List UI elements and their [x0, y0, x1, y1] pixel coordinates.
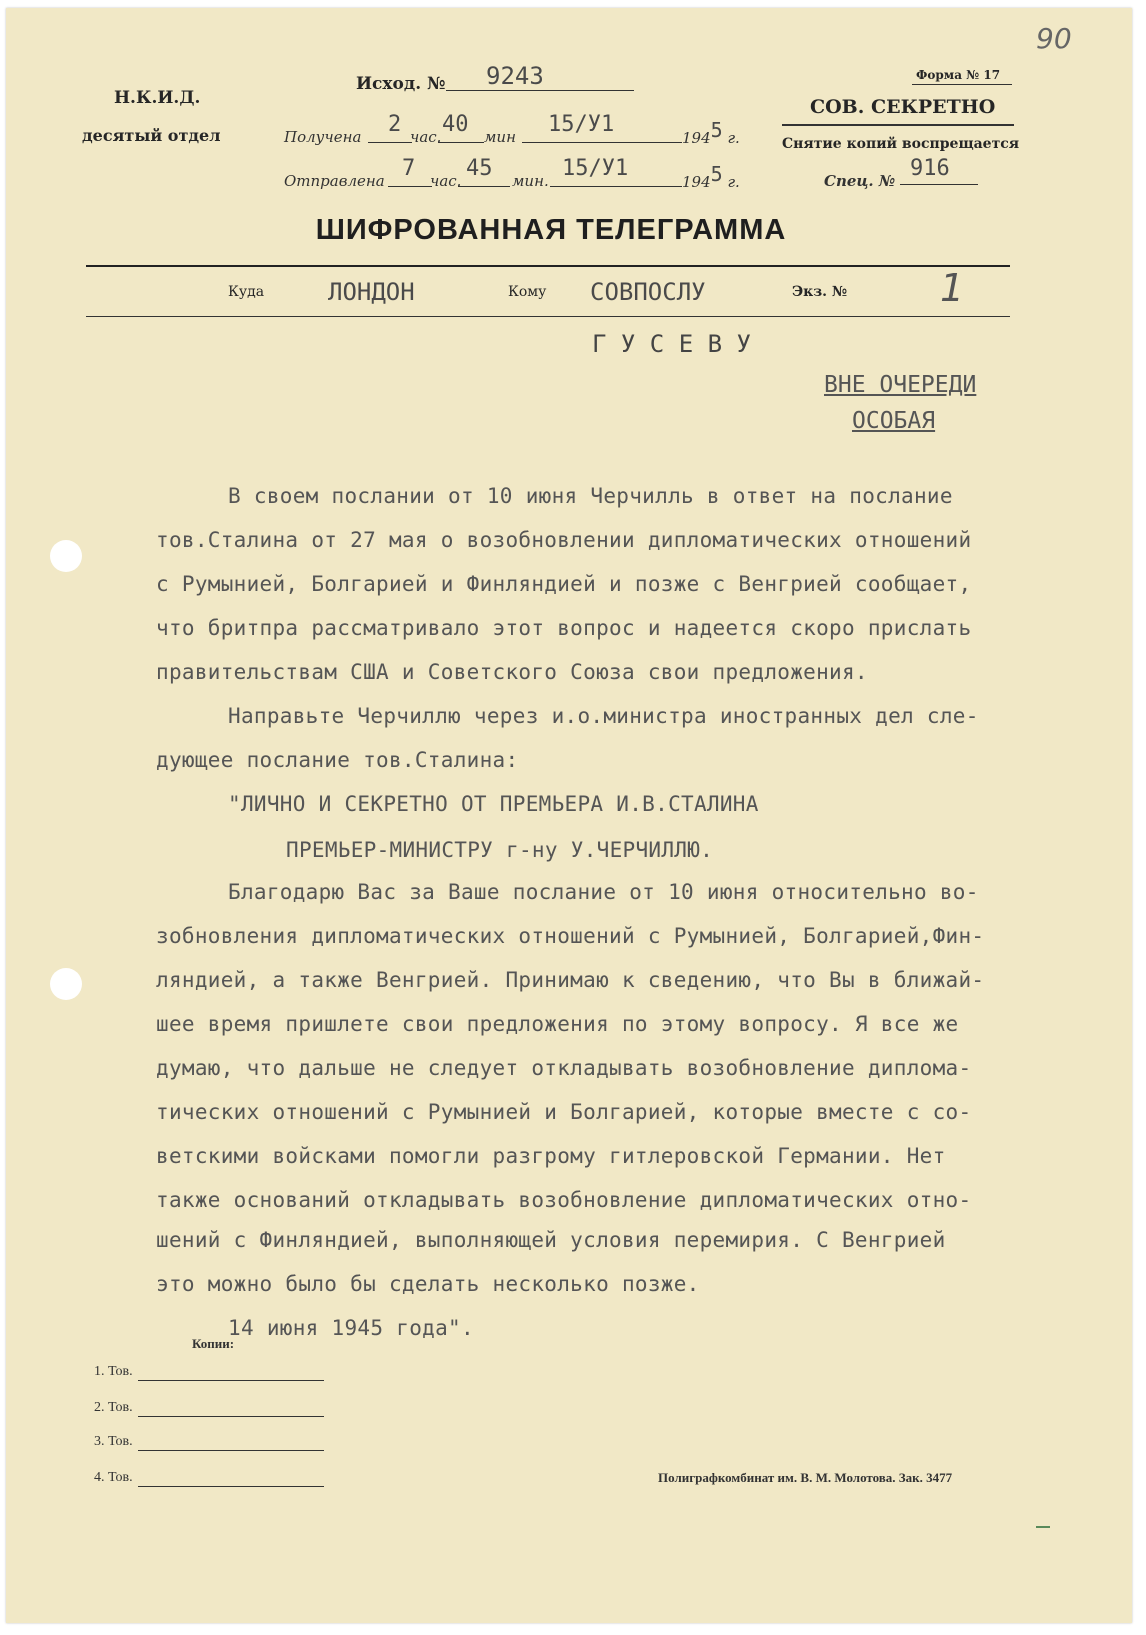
org-name: Н.К.И.Д. — [114, 88, 201, 108]
telegram-page — [6, 8, 1132, 1623]
body-line: ляндией, а также Венгрией. Принимаю к сведению, что Вы в ближай- — [156, 968, 985, 992]
classification-stamp: СОВ. СЕКРЕТНО — [810, 96, 996, 118]
sent-line-3 — [550, 186, 682, 187]
body-line: шений с Финляндией, выполняющей условия перемирия. С Венгрией — [156, 1228, 946, 1252]
body-line: тических отношений с Румынией и Болгарией, которые вместе с со- — [156, 1100, 972, 1124]
body-line: также оснований откладывать возобновление дипломатических отно- — [156, 1188, 972, 1212]
body-line: зобновления дипломатических отношений с Румынией, Болгарией,Фин- — [156, 924, 985, 948]
form-label-line — [912, 84, 1012, 85]
spec-number-line — [900, 184, 978, 185]
received-hour-label: час. — [410, 128, 442, 146]
body-line: Благодарю Вас за Ваше послание от 10 июня относительно во- — [228, 880, 979, 904]
sent-line-1 — [388, 186, 432, 187]
priority-line-2: ОСОБАЯ — [852, 408, 936, 434]
telegram-title: ШИФРОВАННАЯ ТЕЛЕГРАММА — [315, 214, 787, 246]
copy-row-4: 4. Тов. — [94, 1470, 133, 1485]
routing-bottom-rule — [86, 316, 1010, 317]
punch-hole-top — [50, 540, 82, 572]
sent-line-2 — [458, 186, 510, 187]
sent-label: Отправлена — [284, 172, 385, 190]
copy-row-2: 2. Тов. — [94, 1400, 133, 1415]
copy-prohibited-note: Снятие копий воспрещается — [782, 136, 1020, 152]
received-min: 40 — [442, 112, 469, 137]
body-line: тов.Сталина от 27 мая о возобновлении дипломатических отношений — [156, 528, 972, 552]
year-prefix: 194 — [682, 129, 711, 147]
body-line: с Румынией, Болгарией и Финляндией и позже с Венгрией сообщает, — [156, 572, 972, 596]
year-label: г. — [727, 129, 740, 147]
sent-hour: 7 — [402, 156, 416, 181]
received-label: Получена — [284, 128, 362, 146]
whom-value: СОВПОСЛУ — [590, 278, 706, 306]
archive-number: 90 — [1036, 22, 1072, 55]
body-line: это можно было бы сделать несколько позже. — [156, 1272, 700, 1296]
body-line: ветскими войсками помогли разгрому гитлеровской Германии. Нет — [156, 1144, 946, 1168]
outgoing-label: Исход. № — [356, 74, 446, 94]
sent-min-label: мин. — [512, 172, 549, 190]
body-line: дующее послание тов.Сталина: — [156, 748, 519, 772]
whom-label: Кому — [508, 284, 547, 300]
addressee: Г У С Е В У — [592, 330, 751, 358]
outgoing-number-line — [446, 90, 634, 91]
year-suffix: 5 — [710, 162, 723, 186]
received-year — [682, 118, 740, 147]
printer-note: Полиграфкомбинат им. В. М. Молотова. Зак. 3477 — [658, 1470, 953, 1485]
copy-row-1-line — [138, 1380, 324, 1381]
received-line-1 — [368, 142, 412, 143]
body-line: шее время пришлете свои предложения по этому вопросу. Я все же — [156, 1012, 959, 1036]
green-mark — [1036, 1526, 1050, 1528]
body-line: ПРЕМЬЕР-МИНИСТРУ г-ну У.ЧЕРЧИЛЛЮ. — [286, 838, 714, 862]
priority-line-1: ВНЕ ОЧЕРЕДИ — [824, 372, 977, 398]
routing-top-rule — [86, 265, 1010, 267]
copy-no-value: 1 — [940, 266, 965, 310]
body-line: 14 июня 1945 года". — [228, 1316, 474, 1340]
outgoing-number: 9243 — [486, 62, 544, 90]
received-line-3 — [522, 142, 682, 143]
body-line: Направьте Черчиллю через и.о.министра иностранных дел сле- — [228, 704, 979, 728]
sent-min: 45 — [466, 156, 493, 181]
copy-row-3-line — [138, 1450, 324, 1451]
year-suffix: 5 — [710, 118, 723, 142]
body-line: "ЛИЧНО И СЕКРЕТНО ОТ ПРЕМЬЕРА И.В.СТАЛИНА — [228, 792, 759, 816]
form-label: Форма № 17 — [916, 68, 1001, 82]
year-label: г. — [727, 173, 740, 191]
copy-row-4-line — [138, 1486, 324, 1487]
copy-no-label: Экз. № — [792, 284, 848, 300]
sent-hour-label: час. — [430, 172, 462, 190]
body-line: что бритпра рассматривало этот вопрос и надеется скоро прислать — [156, 616, 972, 640]
body-line: думаю, что дальше не следует откладывать возобновление диплома- — [156, 1056, 972, 1080]
received-min-label: мин — [484, 128, 516, 146]
copies-label: Копии: — [192, 1336, 235, 1351]
received-line-2 — [438, 142, 484, 143]
classification-underline — [782, 124, 1014, 126]
copy-row-3: 3. Тов. — [94, 1434, 133, 1449]
to-value: ЛОНДОН — [328, 278, 415, 306]
spec-number: 916 — [910, 156, 950, 181]
body-line: В своем послании от 10 июня Черчилль в ответ на послание — [228, 484, 953, 508]
to-label: Куда — [228, 284, 265, 300]
body-line: правительствам США и Советского Союза свои предложения. — [156, 660, 868, 684]
sent-year — [682, 162, 740, 191]
received-hour: 2 — [388, 112, 402, 137]
copy-row-2-line — [138, 1416, 324, 1417]
sent-date: 15/У1 — [562, 156, 629, 181]
punch-hole-bottom — [50, 968, 82, 1000]
copy-row-1: 1. Тов. — [94, 1364, 133, 1379]
spec-label: Спец. № — [824, 172, 896, 190]
received-date: 15/У1 — [548, 112, 615, 137]
department-name: десятый отдел — [82, 126, 221, 145]
year-prefix: 194 — [682, 173, 711, 191]
